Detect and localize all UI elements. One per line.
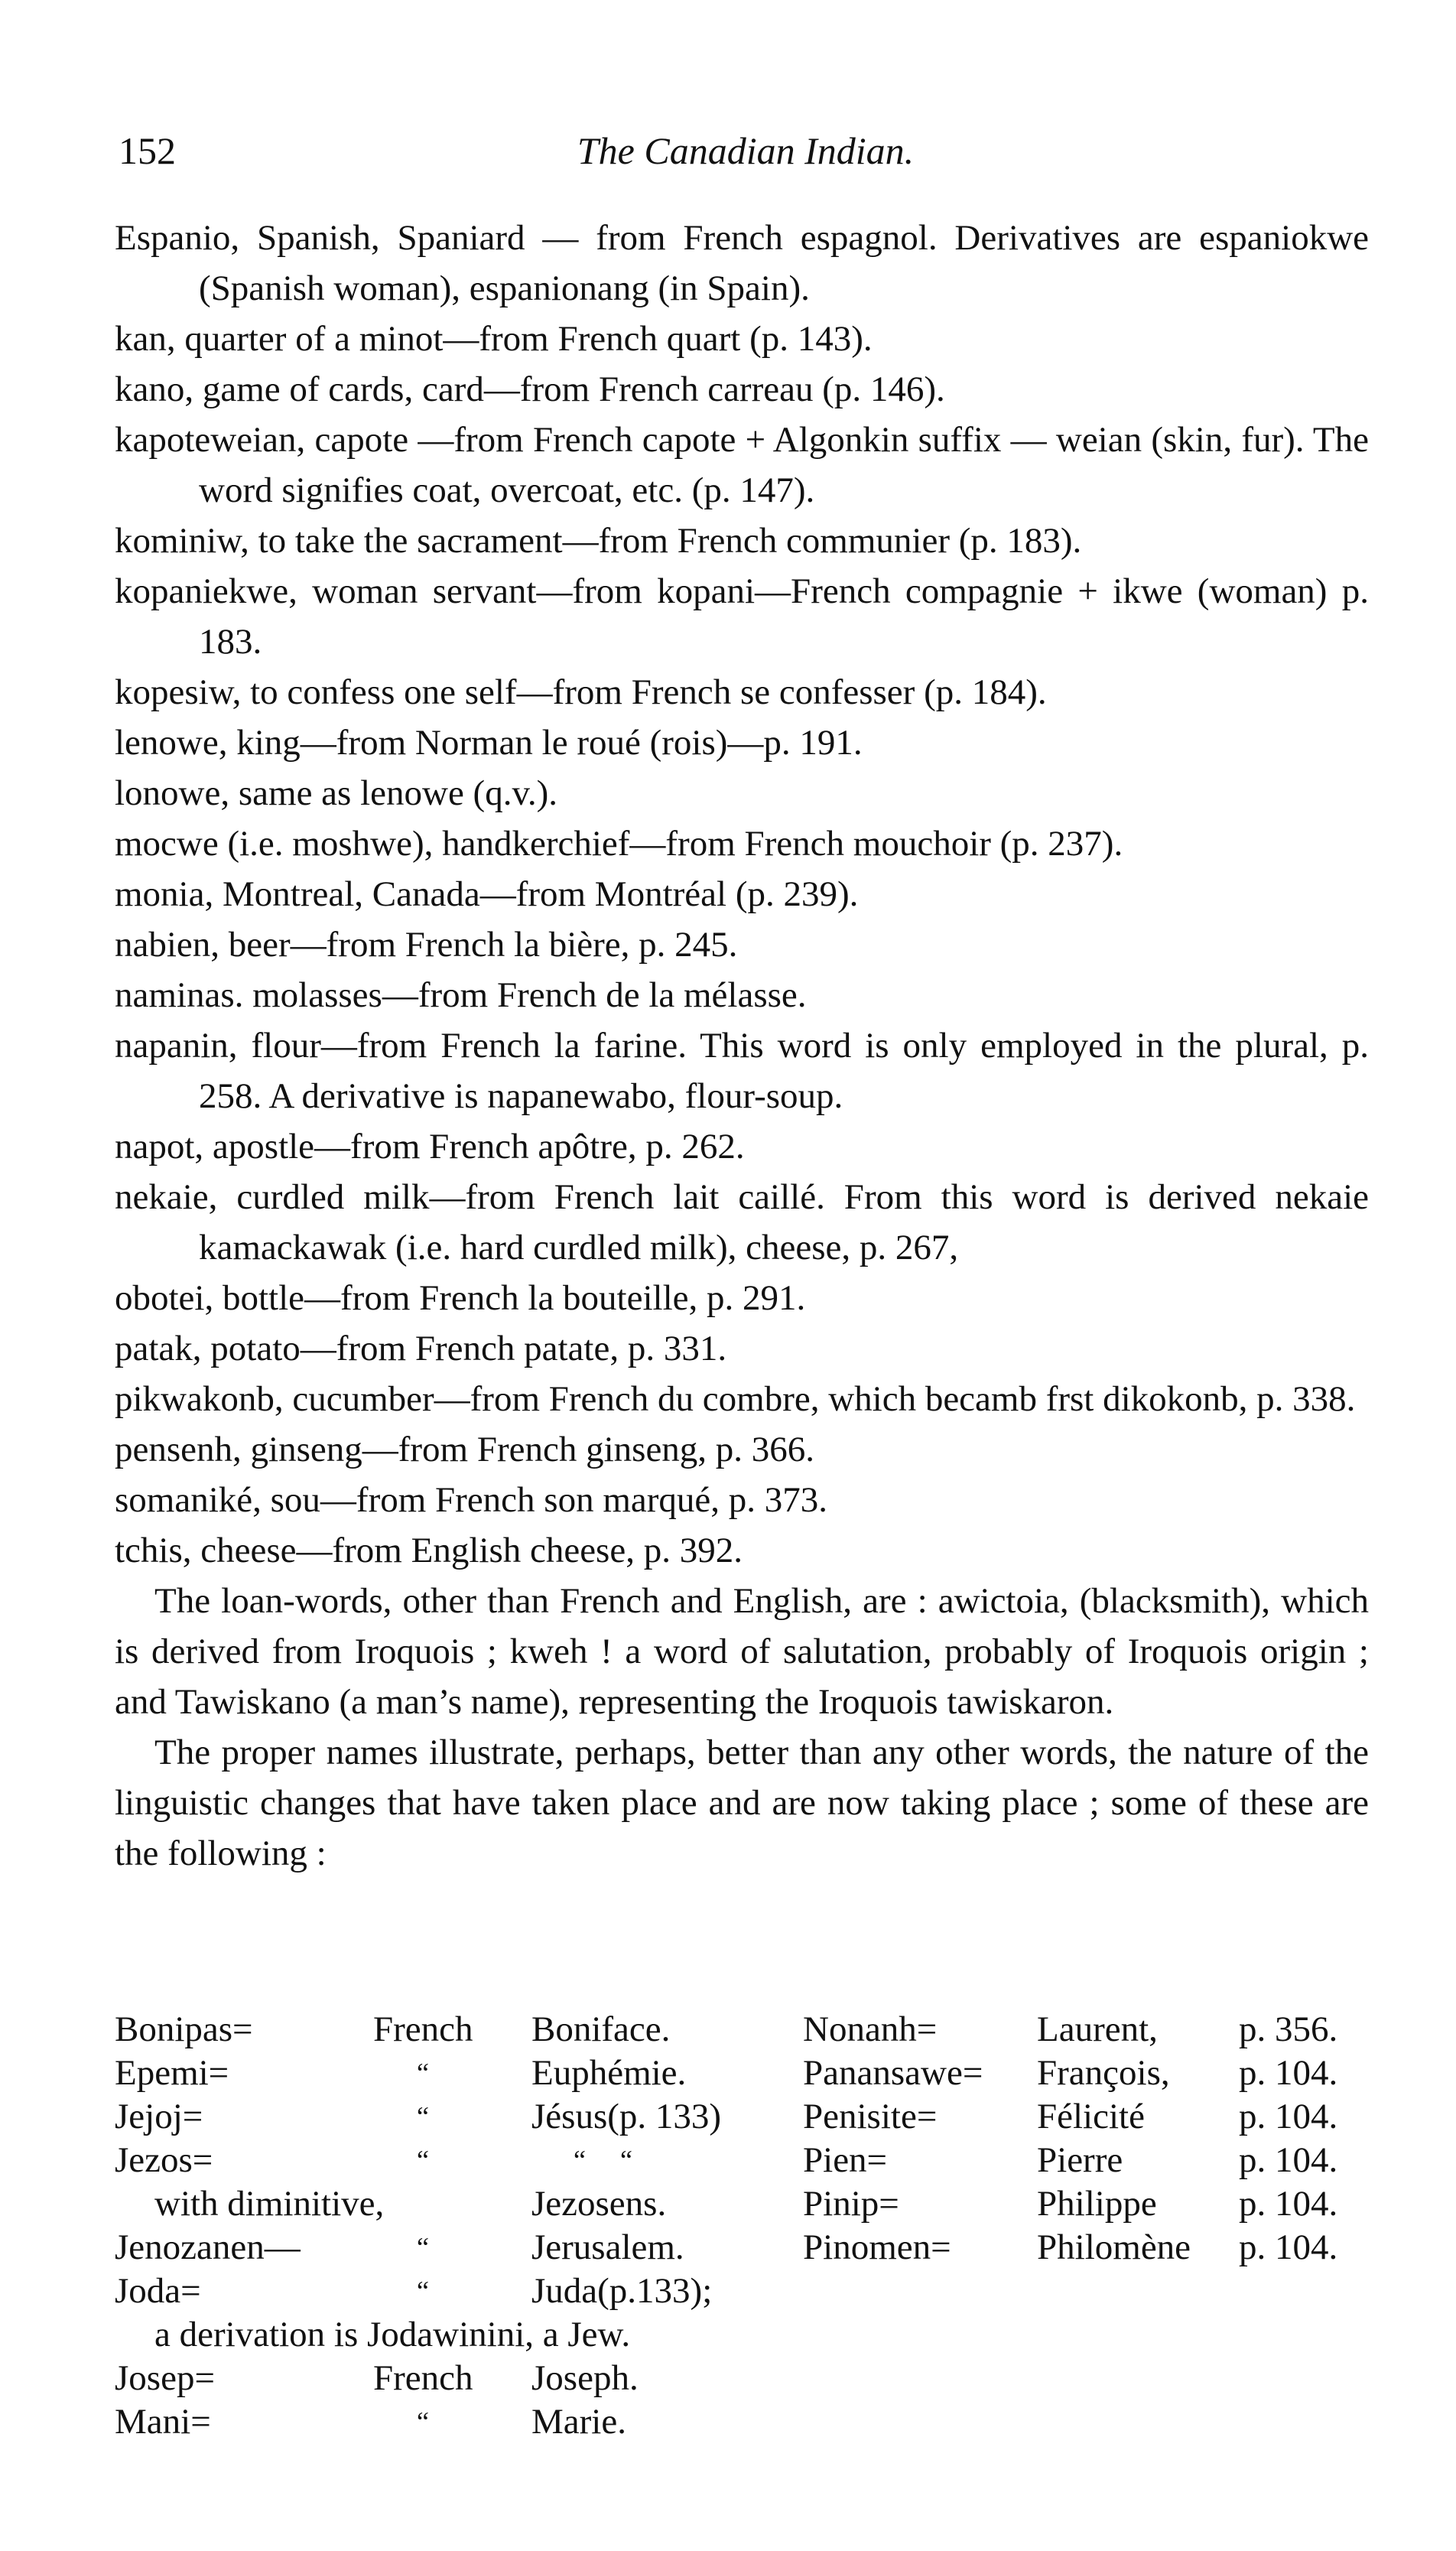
glossary-entry: napot, apostle—from French apôtre, p. 262. xyxy=(115,1127,745,1166)
native-name: Epemi= xyxy=(115,2053,229,2093)
name-row xyxy=(115,2313,803,2357)
glossary-entry: pikwakonb, cucumber—from French du combre, which becamb frst dikokonb, p. 338. xyxy=(115,1379,1356,1419)
running-title: The Canadian Indian. xyxy=(577,129,915,172)
glossary-entry: kan, quarter of a minot—from French quart (p. 143). xyxy=(115,319,873,359)
page-reference: p. 104. xyxy=(1239,2053,1338,2093)
name-row xyxy=(115,2357,803,2400)
name-row xyxy=(115,2226,803,2270)
name-row xyxy=(803,2226,1384,2270)
ditto-mark: “ xyxy=(417,2276,429,2306)
names-right-column xyxy=(803,2008,1384,2270)
glossary-entry: naminas. molasses—from French de la mélasse. xyxy=(115,975,807,1015)
ditto-mark: “ xyxy=(417,2232,429,2263)
original-name: Marie. xyxy=(531,2402,626,2442)
native-name: Joda= xyxy=(115,2271,201,2311)
native-name: Panansawe= xyxy=(803,2053,983,2093)
glossary-entry: somaniké, sou—from French son marqué, p. 373. xyxy=(115,1480,828,1520)
native-name: Jejoj= xyxy=(115,2097,203,2136)
native-name: Mani= xyxy=(115,2402,211,2442)
page-body xyxy=(115,213,1369,1879)
native-name: Jezos= xyxy=(115,2140,213,2180)
ditto-mark: “ xyxy=(417,2058,429,2088)
name-row xyxy=(115,2400,803,2444)
original-name: Pierre xyxy=(1037,2140,1123,2180)
page-reference: p. 104. xyxy=(1239,2227,1338,2267)
glossary-entry: tchis, cheese—from English cheese, p. 392. xyxy=(115,1531,743,1570)
original-name: Félicité xyxy=(1037,2097,1145,2136)
source-language: French xyxy=(373,2358,473,2398)
glossary-entry: lenowe, king—from Norman le roué (rois)—p. 191. xyxy=(115,723,863,763)
native-name: Pinip= xyxy=(803,2184,899,2224)
original-name: Jerusalem. xyxy=(531,2227,684,2267)
glossary-entry: Espanio, Spanish, Spaniard — from French espagnol. Derivatives are espaniokwe (Spanish woman), espanionang (in Spain). xyxy=(115,218,1369,308)
name-row xyxy=(115,2095,803,2139)
original-name: Boniface. xyxy=(531,2009,671,2049)
name-row xyxy=(115,2270,803,2313)
original-name: Jésus(p. 133) xyxy=(531,2097,722,2136)
original-name: Joseph. xyxy=(531,2358,639,2398)
native-name: Penisite= xyxy=(803,2097,938,2136)
native-name: Josep= xyxy=(115,2358,215,2398)
page-reference: p. 104. xyxy=(1239,2184,1338,2224)
glossary-entry: kopesiw, to confess one self—from French se confesser (p. 184). xyxy=(115,672,1047,712)
original-name: Euphémie. xyxy=(531,2053,687,2093)
ditto-mark: “ “ xyxy=(574,2145,632,2175)
names-left-column xyxy=(115,2008,803,2444)
glossary-entry: napanin, flour—from French la farine. This word is only employed in the plural, p. 258. A derivative is napanewabo, flour-soup. xyxy=(115,1026,1369,1116)
body-paragraph: The loan-words, other than French and English, are : awictoia, (blacksmith), which is derived from Iroquois ; kweh ! a word of salutation, probably of Iroquois origin ; and Tawiskano (a man’s name), representing the Iroquois tawiskaron. xyxy=(115,1581,1369,1722)
name-row xyxy=(803,2139,1384,2182)
page-header xyxy=(119,129,1373,182)
page-reference: p. 104. xyxy=(1239,2140,1338,2180)
glossary-entry: nekaie, curdled milk—from French lait caillé. From this word is derived nekaie kamackawak (i.e. hard curdled milk), cheese, p. 267, xyxy=(115,1177,1369,1267)
original-name: Jezosens. xyxy=(531,2184,667,2224)
name-row xyxy=(803,2052,1384,2095)
native-name: Nonanh= xyxy=(803,2009,938,2049)
glossary-entry: kapoteweian, capote —from French capote + Algonkin suffix — weian (skin, fur). The word signifies coat, overcoat, etc. (p. 147). xyxy=(115,420,1369,510)
original-name: Laurent, xyxy=(1037,2009,1158,2049)
glossary-entry: kopaniekwe, woman servant—from kopani—French compagnie + ikwe (woman) p. 183. xyxy=(115,571,1369,662)
original-name: Philomène xyxy=(1037,2227,1191,2267)
ditto-mark: “ xyxy=(417,2145,429,2175)
name-row xyxy=(803,2095,1384,2139)
body-paragraph: The proper names illustrate, perhaps, better than any other words, the nature of the linguistic changes that have taken place and are now taking place ; some of these are the following : xyxy=(115,1733,1369,1873)
native-name: Bonipas= xyxy=(115,2009,253,2049)
ditto-mark: “ xyxy=(417,2101,429,2132)
glossary-entry: mocwe (i.e. moshwe), handkerchief—from French mouchoir (p. 237). xyxy=(115,824,1123,864)
page-number: 152 xyxy=(119,129,176,172)
name-row xyxy=(115,2052,803,2095)
original-name: Philippe xyxy=(1037,2184,1157,2224)
glossary-entry: kano, game of cards, card—from French carreau (p. 146). xyxy=(115,369,945,409)
name-note: with diminitive, xyxy=(154,2184,385,2224)
name-row xyxy=(115,2008,803,2052)
name-row xyxy=(115,2139,803,2182)
native-name: Pinomen= xyxy=(803,2227,951,2267)
glossary-entry: obotei, bottle—from French la bouteille, p. 291. xyxy=(115,1278,806,1318)
page-reference: p. 104. xyxy=(1239,2097,1338,2136)
native-name: Pien= xyxy=(803,2140,888,2180)
glossary-entry: patak, potato—from French patate, p. 331. xyxy=(115,1329,727,1368)
ditto-mark: “ xyxy=(417,2406,429,2437)
name-note: a derivation is Jodawinini, a Jew. xyxy=(154,2315,631,2354)
name-row xyxy=(803,2182,1384,2226)
glossary-entry: monia, Montreal, Canada—from Montréal (p. 239). xyxy=(115,874,859,914)
glossary-entry: pensenh, ginseng—from French ginseng, p. 366. xyxy=(115,1430,815,1469)
glossary-entry: nabien, beer—from French la bière, p. 245. xyxy=(115,925,738,965)
page-reference: p. 356. xyxy=(1239,2009,1338,2049)
glossary-entry: kominiw, to take the sacrament—from French communier (p. 183). xyxy=(115,521,1082,561)
name-row xyxy=(803,2008,1384,2052)
source-language: French xyxy=(373,2009,473,2049)
native-name: Jenozanen— xyxy=(115,2227,301,2267)
original-name: François, xyxy=(1037,2053,1170,2093)
glossary-entry: lonowe, same as lenowe (q.v.). xyxy=(115,773,558,813)
original-name: Juda(p.133); xyxy=(531,2271,713,2311)
name-row xyxy=(115,2182,803,2226)
